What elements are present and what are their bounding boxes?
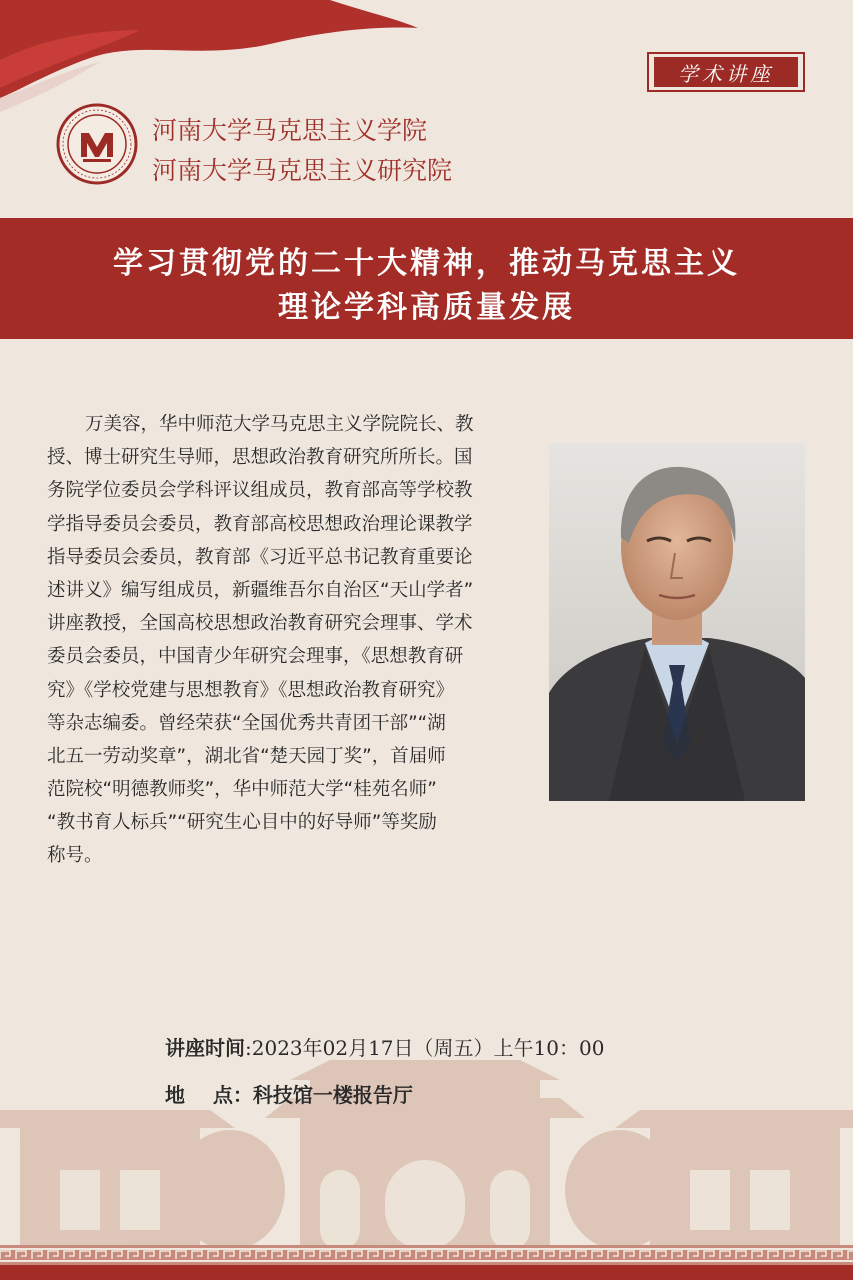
- lecture-time: [165, 1032, 604, 1061]
- lecture-title-line2: 理论学科高质量发展: [278, 290, 575, 325]
- lecture-time-label: 讲座时间: [165, 1036, 245, 1060]
- bio-line: 等杂志编委。曾经荣获“全国优秀共青团干部”“湖: [47, 712, 446, 734]
- bio-line: 万美容，华中师范大学马克思主义学院院长、教: [85, 414, 474, 435]
- bio-line: “教书育人标兵”“研究生心目中的好导师”等奖励: [47, 812, 437, 834]
- lecture-location: [165, 1079, 413, 1108]
- bio-line: 范院校“明德教师奖”，华中师范大学“桂苑名师”: [47, 779, 437, 801]
- speaker-portrait: [549, 443, 805, 801]
- speaker-bio: [47, 408, 534, 873]
- bio-line: 授、博士研究生导师，思想政治教育研究所所长。国: [47, 447, 473, 469]
- lecture-location-value: ：科技馆一楼报告厅: [232, 1083, 413, 1107]
- university-seal-logo: [56, 103, 138, 185]
- lecture-location-label: 地 点: [165, 1083, 233, 1107]
- institute-name: 河南大学马克思主义研究院: [152, 156, 453, 185]
- lecture-title-line1: 学习贯彻党的二十大精神，推动马克思主义: [113, 246, 740, 281]
- bio-line: 北五一劳动奖章”，湖北省“楚天园丁奖”，首届师: [47, 745, 446, 767]
- university-gate-illustration: [0, 1040, 853, 1250]
- bio-line: 称号。: [47, 845, 103, 867]
- fret-border-decoration: [0, 1245, 853, 1280]
- bio-line: 讲座教授，全国高校思想政治教育研究会理事、学术: [47, 613, 473, 635]
- bio-line: 学指导委员会委员，教育部高校思想政治理论课教学: [47, 513, 473, 535]
- red-ribbon-decoration: [0, 0, 440, 120]
- academic-lecture-tag: [647, 52, 805, 92]
- lecture-time-value: :2023年02月17日（周五）上午10：00: [245, 1036, 605, 1060]
- bio-line: 委员会委员，中国青少年研究会理事，《思想教育研: [47, 646, 464, 668]
- bio-line: 究》《学校党建与思想教育》《思想政治教育研究》: [47, 679, 455, 701]
- bio-line: 述讲义》编写组成员，新疆维吾尔自治区“天山学者”: [47, 579, 474, 601]
- school-name: 河南大学马克思主义学院: [152, 116, 428, 145]
- academic-lecture-tag-label: 学术讲座: [654, 57, 798, 87]
- bio-line: 务院学位委员会学科评议组成员，教育部高等学校教: [47, 480, 473, 502]
- bio-line: 指导委员会委员，教育部《习近平总书记教育重要论: [47, 546, 473, 568]
